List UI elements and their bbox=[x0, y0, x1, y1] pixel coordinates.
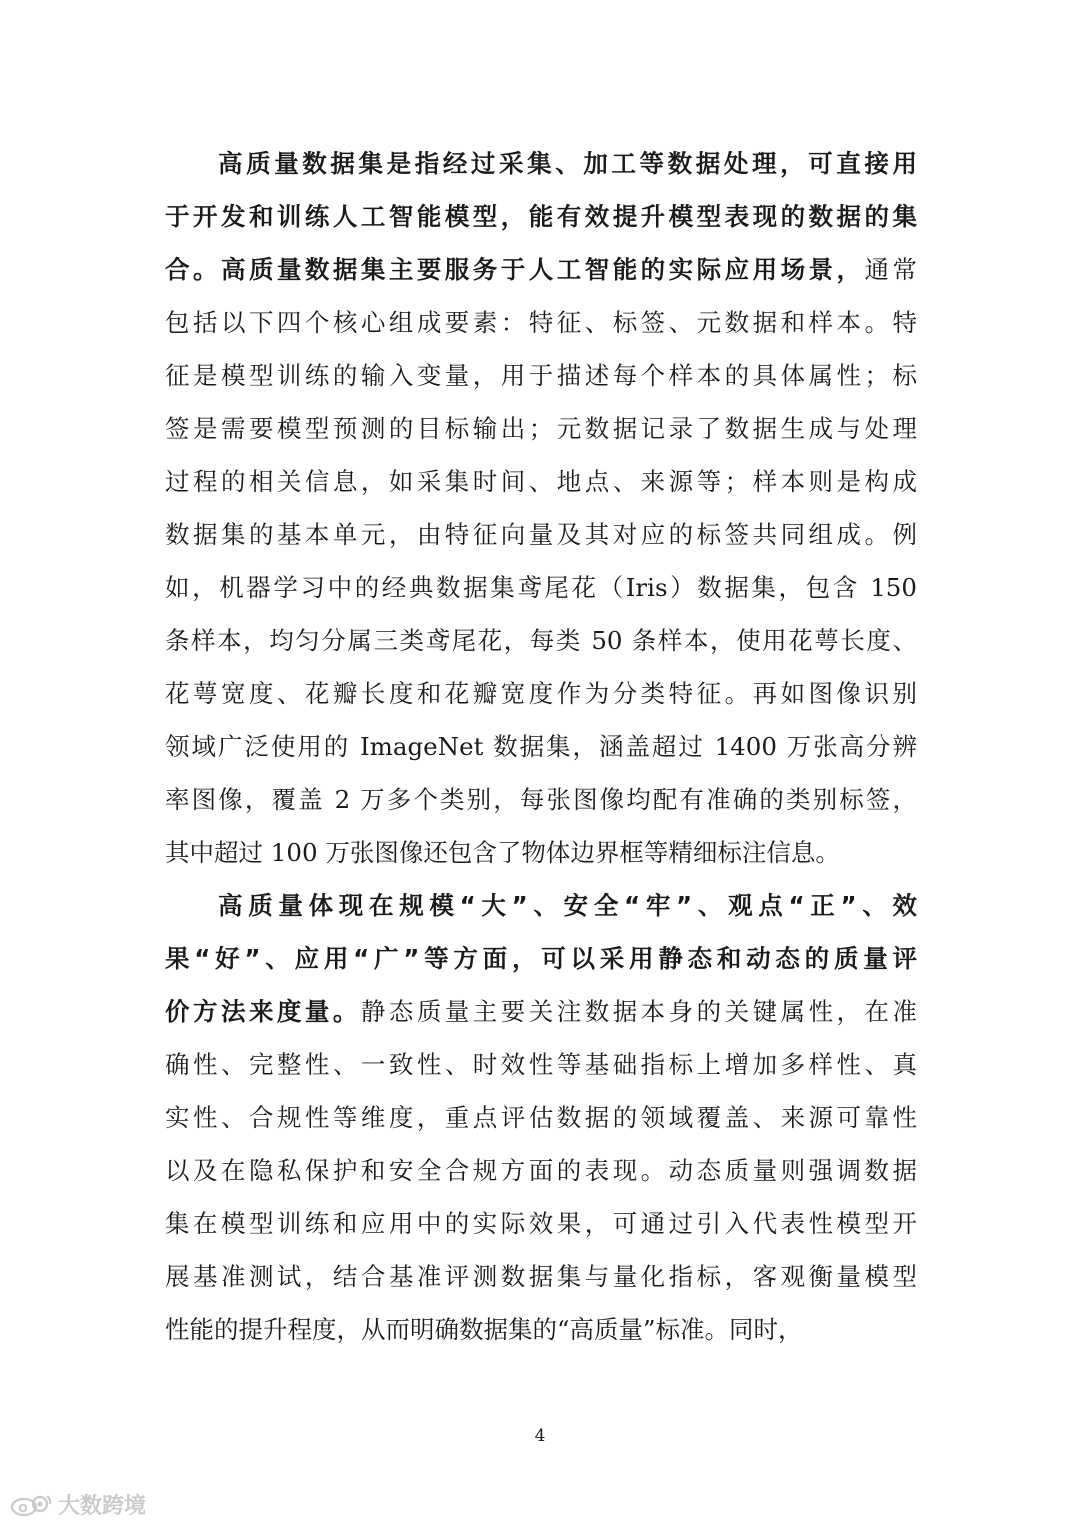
paragraph-1-line bbox=[165, 561, 917, 614]
paragraph-1-line bbox=[165, 296, 917, 349]
paragraph-1-line bbox=[165, 508, 917, 561]
watermark-text: 大数跨境 bbox=[58, 1494, 147, 1519]
body-text: 如，机器学习中的经典数据集鸢尾花（Iris）数据集，包含 150 bbox=[165, 573, 917, 602]
watermark bbox=[10, 1489, 146, 1520]
body-text: 签是需要模型预测的目标输出；元数据记录了数据生成与处理 bbox=[165, 414, 917, 443]
paragraph-2-line bbox=[165, 1091, 917, 1144]
bold-text: 果“好”、应用“广”等方面，可以采用静态和动态的质量评 bbox=[165, 944, 917, 973]
body-text: 性能的提升程度，从而明确数据集的“高质量”标准。同时， bbox=[165, 1315, 803, 1344]
paragraph-1-line bbox=[165, 402, 917, 455]
bold-text: 于开发和训练人工智能模型，能有效提升模型表现的数据的集 bbox=[165, 202, 917, 231]
paragraph-2-line bbox=[165, 985, 917, 1038]
paragraph-1-line bbox=[165, 826, 917, 879]
body-text: 通常 bbox=[864, 255, 918, 284]
paragraph-1-line bbox=[165, 667, 917, 720]
paragraph-2-line bbox=[165, 932, 917, 985]
paragraph-2-line bbox=[165, 1197, 917, 1250]
body-text: 数据集的基本单元，由特征向量及其对应的标签共同组成。例 bbox=[165, 520, 917, 549]
body-text: 领域广泛使用的 ImageNet 数据集，涵盖超过 1400 万张高分辨 bbox=[165, 732, 917, 761]
body-text: 确性、完整性、一致性、时效性等基础指标上增加多样性、真 bbox=[165, 1050, 917, 1079]
body-text: 展基准测试，结合基准评测数据集与量化指标，客观衡量模型 bbox=[165, 1262, 917, 1291]
paragraph-1-line bbox=[165, 190, 917, 243]
body-text: 实性、合规性等维度，重点评估数据的领域覆盖、来源可靠性 bbox=[165, 1103, 917, 1132]
paragraph-1-line bbox=[165, 349, 917, 402]
paragraph-2-line bbox=[165, 1144, 917, 1197]
paragraph-1-line bbox=[165, 773, 917, 826]
bold-text: 高质量数据集是指经过采集、加工等数据处理，可直接用 bbox=[218, 149, 917, 178]
body-text: 集在模型训练和应用中的实际效果，可通过引入代表性模型开 bbox=[165, 1209, 917, 1238]
body-text: 率图像，覆盖 2 万多个类别，每张图像均配有准确的类别标签， bbox=[165, 785, 917, 814]
body-text: 其中超过 100 万张图像还包含了物体边界框等精细标注信息。 bbox=[165, 838, 840, 867]
body-text: 花萼宽度、花瓣长度和花瓣宽度作为分类特征。再如图像识别 bbox=[165, 679, 917, 708]
paragraph-1-line bbox=[165, 614, 917, 667]
body-text: 静态质量主要关注数据本身的关键属性，在准 bbox=[360, 997, 918, 1026]
paragraph-2-line bbox=[165, 1303, 917, 1356]
paragraph-2-line bbox=[165, 1038, 917, 1091]
body-text: 包括以下四个核心组成要素：特征、标签、元数据和样本。特 bbox=[165, 308, 917, 337]
paragraph-1-line bbox=[165, 720, 917, 773]
paragraph-2-line bbox=[218, 879, 917, 932]
weibo-logo-icon bbox=[10, 1492, 52, 1518]
body-text: 以及在隐私保护和安全合规方面的表现。动态质量则强调数据 bbox=[165, 1156, 917, 1185]
bold-text: 价方法来度量。 bbox=[165, 997, 361, 1026]
bold-text: 高质量体现在规模“大”、安全“牢”、观点“正”、效 bbox=[218, 891, 917, 920]
body-text: 条样本，均匀分属三类鸢尾花，每类 50 条样本，使用花萼长度、 bbox=[165, 626, 917, 655]
page-number: 4 bbox=[534, 1426, 546, 1446]
paragraph-1-line bbox=[218, 137, 917, 190]
bold-text: 合。高质量数据集主要服务于人工智能的实际应用场景， bbox=[165, 255, 865, 284]
paragraph-1-line bbox=[165, 243, 917, 296]
paragraph-1-line bbox=[165, 455, 917, 508]
body-text: 征是模型训练的输入变量，用于描述每个样本的具体属性；标 bbox=[165, 361, 917, 390]
body-text: 过程的相关信息，如采集时间、地点、来源等；样本则是构成 bbox=[165, 467, 917, 496]
paragraph-2-line bbox=[165, 1250, 917, 1303]
